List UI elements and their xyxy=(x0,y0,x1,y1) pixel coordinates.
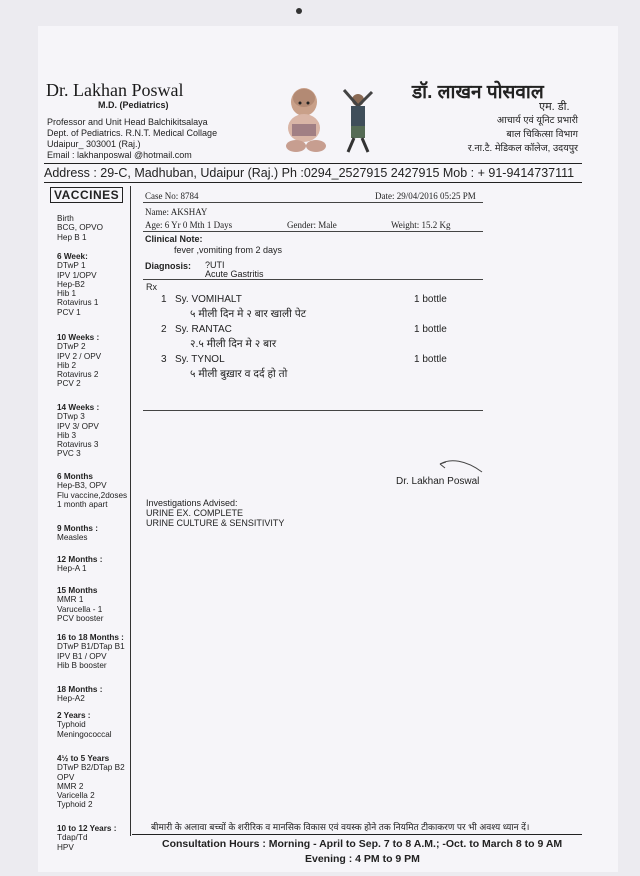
vaccine-item: BCG, OPVO xyxy=(57,223,103,233)
vaccine-item: DTwP 1 xyxy=(57,261,86,271)
address-line-hindi: बाल चिकित्सा विभाग xyxy=(506,129,578,140)
doctor-name-hindi: डॉ. लाखन पोसवाल xyxy=(412,82,544,103)
vaccine-item: Varicella 2 xyxy=(57,791,95,801)
rx-number: 2 xyxy=(161,324,167,335)
vaccine-group-heading: 9 Months : xyxy=(57,524,98,533)
vaccine-item: IPV 2 / OPV xyxy=(57,351,102,361)
doctor-name-english: Dr. Lakhan Poswal xyxy=(46,80,184,100)
signature-scribble xyxy=(436,458,486,478)
vaccine-item: Flu vaccine,2doses xyxy=(57,490,128,500)
vaccine-group xyxy=(57,711,112,739)
divider xyxy=(143,202,483,203)
visit-date: Date: 29/04/2016 05:25 PM xyxy=(375,191,476,201)
doctor-address-english xyxy=(47,117,217,161)
clinical-note-text: fever ,vomiting from 2 days xyxy=(174,245,283,255)
rx-quantity: 1 bottle xyxy=(414,324,447,335)
patient-gender: Gender: Male xyxy=(287,220,337,230)
vaccine-item: PCV 2 xyxy=(57,379,81,389)
vaccine-item: Hib 3 xyxy=(57,430,77,440)
evening-hours: Evening : 4 PM to 9 PM xyxy=(305,853,420,865)
vaccine-item: Rotavirus 2 xyxy=(57,370,99,380)
vaccine-group-heading: 2 Years : xyxy=(57,711,91,720)
investigations-label: Investigations Advised: xyxy=(146,498,238,508)
rx-quantity: 1 bottle xyxy=(414,354,447,365)
investigations-advised xyxy=(146,498,284,528)
vaccine-item: Rotavirus 3 xyxy=(57,440,99,450)
vaccine-item: IPV B1 / OPV xyxy=(57,651,107,661)
rx-number: 1 xyxy=(161,294,167,305)
vaccine-item: Hep-A 1 xyxy=(57,564,87,574)
vaccine-group xyxy=(57,555,103,574)
vaccine-item: Hep-A2 xyxy=(57,694,85,704)
vaccine-item: Hib 2 xyxy=(57,360,77,370)
vaccine-item: Varucella - 1 xyxy=(57,604,103,614)
address-line: Professor and Unit Head Balchikitsalaya xyxy=(47,117,208,127)
vaccines-title: VACCINES xyxy=(50,187,123,203)
vaccine-group-heading: 14 Weeks : xyxy=(57,403,100,412)
vaccine-group xyxy=(57,403,99,459)
vaccine-item: Rotavirus 1 xyxy=(57,298,99,308)
divider xyxy=(143,231,483,232)
vaccination-notice-hindi: बीमारी के अलावा बच्चों के शरीरिक व मानसिक विकास एवं वयस्क होने तक नियमित टीकाकरण पर भी अवश्य ध्यान दें। xyxy=(151,822,530,832)
vaccine-group xyxy=(57,472,127,509)
case-number: Case No: 8784 xyxy=(145,191,199,201)
patient-weight: Weight: 15.2 Kg xyxy=(391,220,451,230)
clinical-note-label: Clinical Note: xyxy=(145,234,203,244)
vaccine-item: DTwp 3 xyxy=(57,412,85,422)
vaccine-group-heading: 10 Weeks : xyxy=(57,333,100,342)
rx-quantity: 1 bottle xyxy=(414,294,447,305)
rx-medicine: Sy. VOMIHALT xyxy=(175,294,242,305)
vaccine-group xyxy=(57,824,116,852)
rx-medicine: Sy. RANTAC xyxy=(175,324,232,335)
vaccine-group-heading: 4½ to 5 Years xyxy=(57,754,110,763)
rx-instruction: ५ मीली बुख़ार व दर्द हो तो xyxy=(190,368,288,380)
vaccine-item: IPV 1/OPV xyxy=(57,270,97,280)
rx-number: 3 xyxy=(161,354,167,365)
vaccine-group xyxy=(57,754,125,810)
footer-divider xyxy=(132,834,582,835)
baby-photo xyxy=(282,84,334,158)
vaccine-group-heading: 16 to 18 Months : xyxy=(57,633,124,642)
divider xyxy=(143,410,483,411)
clinic-address-bar: Address : 29-C, Madhuban, Udaipur (Raj.) Ph :0294_2527915 2427915 Mob : + 91-9414737111 xyxy=(44,163,582,183)
vaccine-item: OPV xyxy=(57,772,75,782)
doctor-address-hindi xyxy=(466,114,578,156)
vaccine-group xyxy=(57,586,103,623)
vaccine-item: DTwP B1/DTap B1 xyxy=(57,642,125,652)
vaccine-item: Hep B 1 xyxy=(57,232,87,242)
vaccine-item: Hib 1 xyxy=(57,289,77,299)
vaccine-item: 1 month apart xyxy=(57,499,108,509)
vaccine-item: Hep-B2 xyxy=(57,279,85,289)
vaccine-item: DTwP B2/DTap B2 xyxy=(57,763,125,773)
vaccine-item: MMR 1 xyxy=(57,595,84,605)
vaccine-item: PVC 3 xyxy=(57,449,81,459)
address-line: Email : lakhanposwal @hotmail.com xyxy=(47,150,192,160)
diagnosis-item: Acute Gastritis xyxy=(205,269,264,279)
vaccine-item: PCV booster xyxy=(57,613,104,623)
doctor-signature-name: Dr. Lakhan Poswal xyxy=(396,476,480,487)
vaccine-group xyxy=(57,685,103,704)
vaccine-group-heading: 6 Months xyxy=(57,472,93,481)
vaccine-group-heading: 10 to 12 Years : xyxy=(57,824,117,833)
investigation-item: URINE CULTURE & SENSITIVITY xyxy=(146,518,285,528)
vaccine-item: Typhoid xyxy=(57,720,86,730)
rx-label: Rx xyxy=(146,282,157,292)
vaccine-item: MMR 2 xyxy=(57,781,84,791)
address-line-hindi: आचार्य एवं यूनिट प्रभारी xyxy=(496,115,578,126)
ink-smudge xyxy=(296,8,302,14)
vaccine-group xyxy=(57,252,98,317)
patient-age: Age: 6 Yr 0 Mth 1 Days xyxy=(145,220,233,230)
rx-medicine: Sy. TYNOL xyxy=(175,354,225,365)
vaccine-item: HPV xyxy=(57,842,74,852)
vaccine-group-heading: 6 Week: xyxy=(57,252,88,261)
vaccine-group xyxy=(57,633,125,670)
rx-instruction: २.५ मीली दिन मे २ बार xyxy=(190,338,277,350)
vaccine-item: Measles xyxy=(57,533,88,543)
vaccine-item: DTwP 2 xyxy=(57,342,86,352)
diagnosis-item: ?UTI xyxy=(205,260,225,270)
vaccine-group-heading: 15 Months xyxy=(57,586,98,595)
vaccine-group-heading: 18 Months : xyxy=(57,685,103,694)
sidebar-divider xyxy=(130,186,131,836)
vaccine-item: PCV 1 xyxy=(57,307,81,317)
divider xyxy=(143,279,483,280)
address-line: Udaipur_ 303001 (Raj.) xyxy=(47,139,141,149)
vaccine-group-heading: 12 Months : xyxy=(57,555,103,564)
vaccine-group xyxy=(57,214,103,242)
address-line-hindi: र.ना.टै. मेडिकल कॉलेज, उदयपुर xyxy=(467,143,578,154)
vaccine-item: Hep-B3, OPV xyxy=(57,481,107,491)
vaccine-item: IPV 3/ OPV xyxy=(57,421,99,431)
vaccine-item: Meningococcal xyxy=(57,729,112,739)
consultation-hours: Consultation Hours : Morning - April to Sep. 7 to 8 A.M.; -Oct. to March 8 to 9 AM xyxy=(162,838,563,850)
address-line: Dept. of Pediatrics. R.N.T. Medical Collage xyxy=(47,128,218,138)
vaccine-item: Tdap/Td xyxy=(57,833,88,843)
patient-name: Name: AKSHAY xyxy=(145,207,208,217)
vaccine-group xyxy=(57,524,98,543)
vaccine-group xyxy=(57,333,101,389)
investigation-item: URINE EX. COMPLETE xyxy=(146,508,244,518)
rx-instruction: ५ मीली दिन मे २ बार खाली पेट xyxy=(190,308,306,320)
doctor-degree-english: M.D. (Pediatrics) xyxy=(98,100,169,110)
vaccine-group-heading: Birth xyxy=(57,214,74,223)
vaccine-item: Typhoid 2 xyxy=(57,800,93,810)
jumping-child-photo xyxy=(340,88,376,154)
doctor-degree-hindi: एम. डी. xyxy=(539,101,570,113)
diagnosis-label: Diagnosis: xyxy=(145,261,192,271)
vaccine-item: Hib B booster xyxy=(57,660,107,670)
